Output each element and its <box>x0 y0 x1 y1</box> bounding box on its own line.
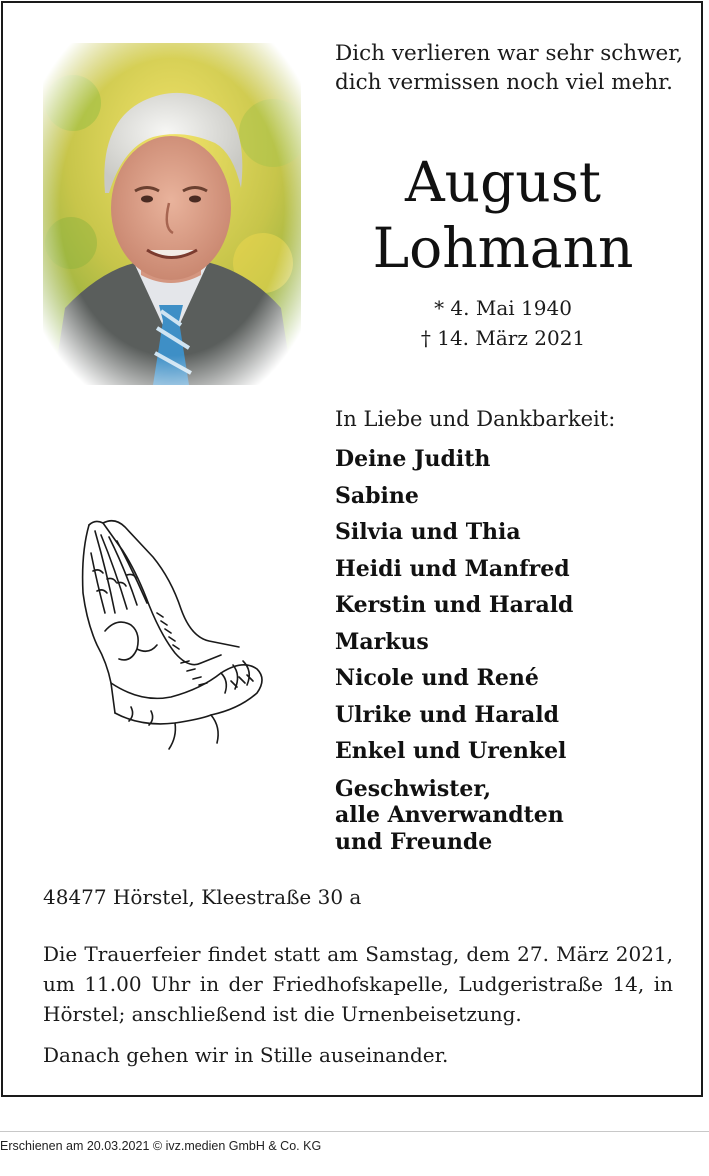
praying-hands-icon <box>71 513 271 753</box>
mourner-group-line-2: alle Anverwandten <box>335 802 564 828</box>
death-date: † 14. März 2021 <box>420 326 586 350</box>
quote-line-2: dich vermissen noch viel mehr. <box>335 70 673 95</box>
mourners-intro: In Liebe und Dankbarkeit: <box>335 407 616 431</box>
mourner-group <box>335 770 573 856</box>
first-name: August <box>404 150 602 214</box>
mourners-list <box>335 441 573 855</box>
mourner-name: Heidi und Manfred <box>335 555 570 582</box>
mourner-name: Silvia und Thia <box>335 519 521 545</box>
mourner-name: Kerstin und Harald <box>335 592 574 618</box>
mourner-group-line-1: Geschwister, <box>335 775 492 802</box>
portrait-photo <box>43 43 301 385</box>
last-name: Lohmann <box>372 216 634 280</box>
mourner-group-line-3: und Freunde <box>335 828 493 855</box>
publication-footer: Erschienen am 20.03.2021 © ivz.medien GmbH & Co. KG <box>0 1139 322 1153</box>
mourner-name: Nicole und René <box>335 665 539 691</box>
funeral-notice: Die Trauerfeier findet statt am Samstag, dem 27. März 2021, um 11.00 Uhr in der Friedhofskapelle, Ludgeristraße 14, in Hörstel; anschließend ist die Urnenbeisetzung. <box>43 942 673 1026</box>
mourner-name: Enkel und Urenkel <box>335 738 567 764</box>
life-dates <box>321 293 685 353</box>
deceased-name <box>321 149 685 281</box>
closing-text: Danach gehen wir in Stille auseinander. <box>43 1043 449 1067</box>
mourner-name: Markus <box>335 628 429 655</box>
birth-date: * 4. Mai 1940 <box>434 296 572 320</box>
memorial-quote <box>335 39 695 97</box>
address: 48477 Hörstel, Kleestraße 30 a <box>43 885 362 909</box>
footer-divider <box>0 1131 709 1132</box>
mourner-name: Ulrike und Harald <box>335 701 560 728</box>
mourner-name: Sabine <box>335 482 419 509</box>
mourner-name: Deine Judith <box>335 446 491 472</box>
obituary-frame <box>1 1 703 1097</box>
quote-line-1: Dich verlieren war sehr schwer, <box>335 41 683 66</box>
